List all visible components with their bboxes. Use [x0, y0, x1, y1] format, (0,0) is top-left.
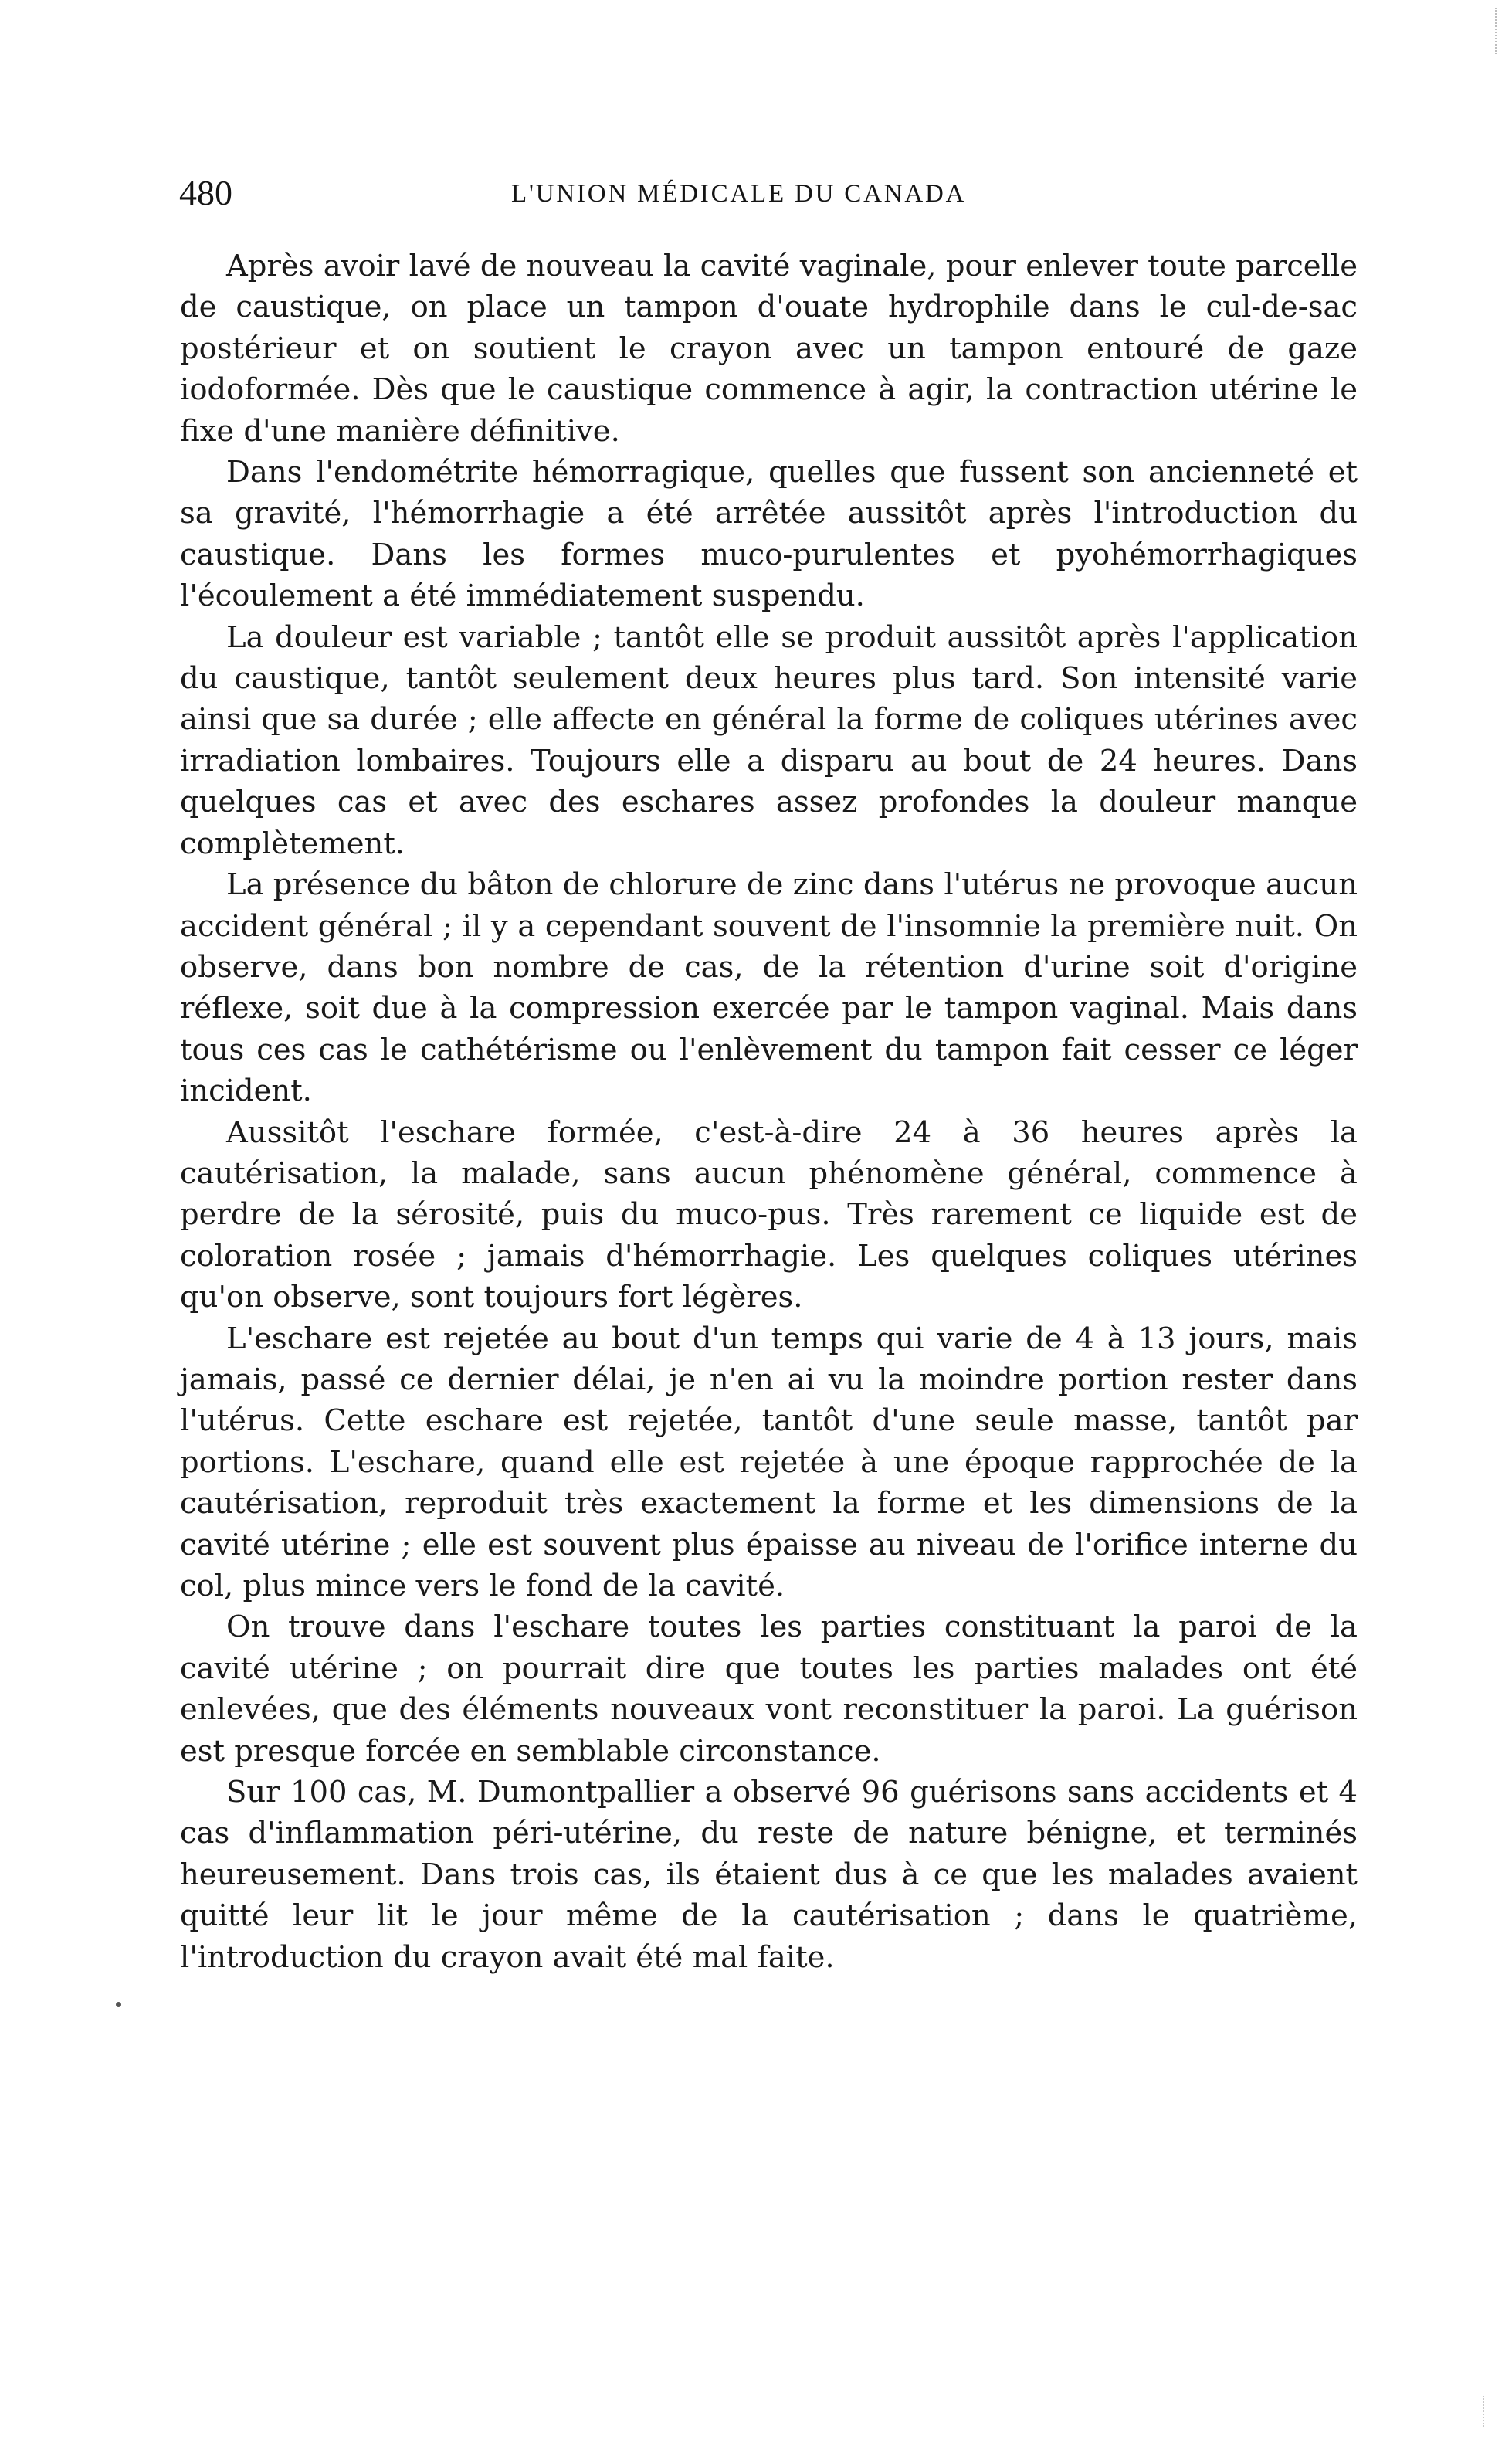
- article-body: [180, 246, 1358, 1978]
- paragraph-pain: La douleur est variable ; tantôt elle se produit aussitôt après l'application du caustique, tantôt seulement deux heures plus tard. Son intensité varie ainsi que sa durée ; elle affecte en général la forme de coliques utérines avec irradiation lombaires. Toujours elle a disparu au bout de 24 heures. Dans quelques cas et avec des eschares assez profondes la douleur manque complètement.: [180, 619, 1358, 861]
- paragraph-caustic-placement: Après avoir lavé de nouveau la cavité vaginale, pour enlever toute parcelle de caustique, on place un tampon d'ouate hydrophile dans le cul-de-sac postérieur et on soutient le crayon avec un tampon entouré de gaze iodoformée. Dès que le caustique commence à agir, la contraction utérine le fixe d'une manière définitive.: [180, 249, 1358, 449]
- paragraph-eschar-contents: On trouve dans l'eschare toutes les parties constituant la paroi de la cavité utérine ; on pourrait dire que toutes les parties malades ont été enlevées, que des éléments nouveaux vont reconstituer la paroi. La guérison est presque forcée en semblable circonstance.: [180, 1610, 1358, 1769]
- paragraph-results: Sur 100 cas, M. Dumontpallier a observé 96 guérisons sans accidents et 4 cas d'inflammation péri-utérine, du reste de nature bénigne, et terminés heureusement. Dans trois cas, ils étaient dus à ce que les malades avaient quitté leur lit le jour même de la cautérisation ; dans le quatrième, l'introduction du crayon avait été mal faite.: [180, 1775, 1358, 1975]
- page-number: 480: [179, 173, 232, 212]
- paragraph-zinc-chloride-presence: La présence du bâton de chlorure de zinc dans l'utérus ne provoque aucun accident général ; il y a cependant souvent de l'insomnie la première nuit. On observe, dans bon nombre de cas, de la rétention d'urine soit d'origine réflexe, soit due à la compression exercée par le tampon vaginal. Mais dans tous ces cas le cathétérisme ou l'enlèvement du tampon fait cesser ce léger incident.: [180, 867, 1358, 1109]
- journal-title: L'UNION MÉDICALE DU CANADA: [511, 180, 967, 208]
- margin-speck: [116, 2002, 121, 2007]
- running-head: [179, 171, 1361, 215]
- scan-edge-mark-bottom: [1483, 2396, 1489, 2427]
- paragraph-eschar-formation: Aussitôt l'eschare formée, c'est-à-dire 24 à 36 heures après la cautérisation, la malade, sans aucun phénomène général, commence à perdre de la sérosité, puis du muco-pus. Très rarement ce liquide est de coloration rosée ; jamais d'hémorrhagie. Les quelques coliques utérines qu'on observe, sont toujours fort légères.: [180, 1114, 1358, 1315]
- paragraph-hemorrhagic-endometritis: Dans l'endométrite hémorragique, quelles que fussent son ancienneté et sa gravité, l'hémorrhagie a été arrêtée aussitôt après l'introduction du caustique. Dans les formes muco-purulentes et pyohémorrhagiques l'écoulement a été immédiatement suspendu.: [180, 455, 1358, 614]
- scan-edge-mark: [1495, 8, 1501, 54]
- paragraph-eschar-rejection: L'eschare est rejetée au bout d'un temps qui varie de 4 à 13 jours, mais jamais, passé ce dernier délai, je n'en ai vu la moindre portion rester dans l'utérus. Cette eschare est rejetée, tantôt d'une seule masse, tantôt par portions. L'eschare, quand elle est rejetée à une époque rapprochée de la cautérisation, reproduit très exactement la forme et les dimensions de la cavité utérine ; elle est souvent plus épaisse au niveau de l'orifice interne du col, plus mince vers le fond de la cavité.: [180, 1321, 1358, 1603]
